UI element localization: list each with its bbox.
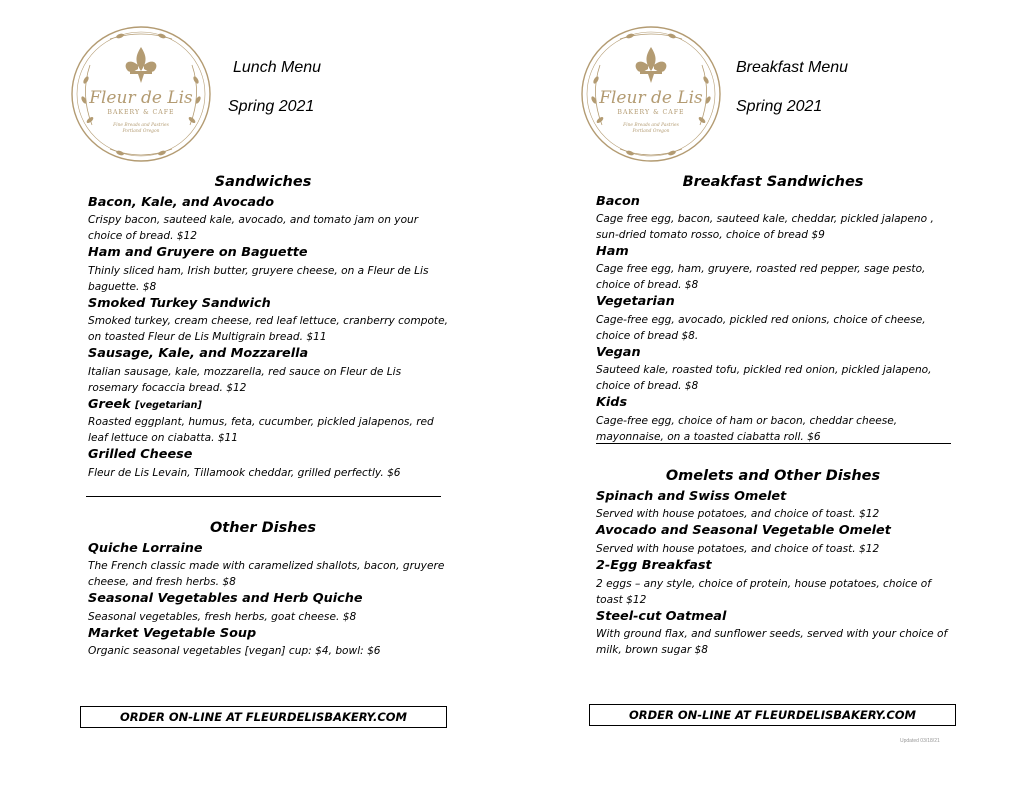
section-title-omelets: Omelets and Other Dishes [665,468,881,484]
menu-item-desc: Italian sausage, kale, mozzarella, red sauce on Fleur de Lis [88,366,402,378]
section-divider [596,443,951,444]
logo-subtitle: BAKERY & CAFE [617,109,685,116]
updated-date: Updated 03/18/21 [900,738,940,744]
menu-item-desc: Roasted eggplant, humus, feta, cucumber, pickled jalapenos, red [88,416,434,428]
menu-item-desc: sun-dried tomato rosso, choice of bread $9 [596,229,825,241]
menu-item-desc: Cage free egg, ham, gruyere, roasted red pepper, sage pesto, [596,263,926,275]
menu-season: Spring 2021 [228,98,315,115]
menu-item-desc: Smoked turkey, cream cheese, red leaf lettuce, cranberry compote, [88,315,448,327]
menu-item-name: Steel-cut Oatmeal [596,609,727,624]
dietary-tag: [vegetarian] [135,400,202,411]
menu-item-desc: on toasted Fleur de Lis Multigrain bread. $11 [88,331,327,343]
menu-item-name: Sausage, Kale, and Mozzarella [88,346,309,361]
menu-item-desc: toast $12 [596,594,647,606]
menu-item-desc: milk, brown sugar $8 [596,644,709,656]
menu-item-desc: Sauteed kale, roasted tofu, pickled red onion, pickled jalapeno, [596,364,932,376]
menu-item-name: Bacon, Kale, and Avocado [88,195,274,210]
menu-item-desc: choice of bread. $12 [88,230,198,242]
logo-subtitle: BAKERY & CAFE [107,109,175,116]
menu-item-desc: Cage-free egg, avocado, pickled red onions, choice of cheese, [596,314,926,326]
menu-item-name: Ham [596,244,629,259]
menu-title: Lunch Menu [233,59,322,76]
menu-item-desc: choice of bread. $8 [596,279,699,291]
logo-tagline: Fine Breads and Pastries [113,123,169,128]
menu-item-desc: Crispy bacon, sauteed kale, avocado, and tomato jam on your [88,214,419,226]
menu-item-desc: rosemary focaccia bread. $12 [88,382,247,394]
menu-item-name: Market Vegetable Soup [88,626,257,641]
logo-emblem-icon [580,25,722,163]
section-title-other-dishes: Other Dishes [209,520,317,536]
menu-item-name: Seasonal Vegetables and Herb Quiche [88,591,363,606]
bakery-logo [70,25,212,163]
logo-brand-name: Fleur de Lis [599,88,703,108]
menu-item-name: Smoked Turkey Sandwich [88,296,271,311]
menu-item-name: Bacon [596,194,640,209]
menu-item-name: Ham and Gruyere on Baguette [88,245,308,260]
section-divider [86,496,441,497]
menu-item-desc: Served with house potatoes, and choice of toast. $12 [596,543,880,555]
menu-item-desc: Fleur de Lis Levain, Tillamook cheddar, grilled perfectly. $6 [88,467,401,479]
menu-season: Spring 2021 [736,98,823,115]
menu-item-name: Avocado and Seasonal Vegetable Omelet [596,523,891,538]
menu-item-desc: Seasonal vegetables, fresh herbs, goat cheese. $8 [88,611,357,623]
menu-item-name: Spinach and Swiss Omelet [596,489,787,504]
logo-location: Portland Oregon [122,129,160,134]
menu-item-name: Quiche Lorraine [88,541,203,556]
breakfast-menu-page [512,0,1024,792]
menu-item-desc: Cage free egg, bacon, sauteed kale, cheddar, pickled jalapeno , [596,213,934,225]
menu-item-name: Grilled Cheese [88,447,193,462]
menu-item-name-text: Greek [88,397,131,412]
order-online-link[interactable]: ORDER ON-LINE AT FLEURDELISBAKERY.COM [589,704,956,726]
menu-item-desc: Served with house potatoes, and choice of toast. $12 [596,508,880,520]
menu-item-desc: Thinly sliced ham, Irish butter, gruyere cheese, on a Fleur de Lis [88,265,429,277]
menu-item-desc: cheese, and fresh herbs. $8 [88,576,236,588]
menu-item-desc: baguette. $8 [88,281,157,293]
menu-title: Breakfast Menu [736,59,849,76]
menu-item-desc: Cage-free egg, choice of ham or bacon, cheddar cheese, [596,415,898,427]
logo-tagline: Fine Breads and Pastries [623,123,679,128]
menu-item-name: 2-Egg Breakfast [596,558,712,573]
menu-item-desc: 2 eggs – any style, choice of protein, house potatoes, choice of [596,578,931,590]
order-online-link[interactable]: ORDER ON-LINE AT FLEURDELISBAKERY.COM [80,706,447,728]
section-title-sandwiches: Sandwiches [214,174,312,190]
menu-item-name: Vegetarian [596,294,675,309]
menu-item-name [88,397,202,414]
bakery-logo [580,25,722,163]
logo-location: Portland Oregon [632,129,670,134]
menu-item-desc: The French classic made with caramelized shallots, bacon, gruyere [88,560,445,572]
menu-item-name: Vegan [596,345,641,360]
menu-item-desc: mayonnaise, on a toasted ciabatta roll. $6 [596,431,821,443]
logo-emblem-icon [70,25,212,163]
menu-item-desc: leaf lettuce on ciabatta. $11 [88,432,239,444]
menu-item-desc: With ground flax, and sunflower seeds, served with your choice of [596,628,948,640]
menu-item-desc: Organic seasonal vegetables [vegan] cup: $4, bowl: $6 [88,645,381,657]
menu-item-desc: choice of bread $8. [596,330,699,342]
section-title-breakfast-sandwiches: Breakfast Sandwiches [682,174,864,190]
logo-brand-name: Fleur de Lis [89,88,193,108]
menu-item-name: Kids [596,395,628,410]
menu-item-desc: choice of bread. $8 [596,380,699,392]
